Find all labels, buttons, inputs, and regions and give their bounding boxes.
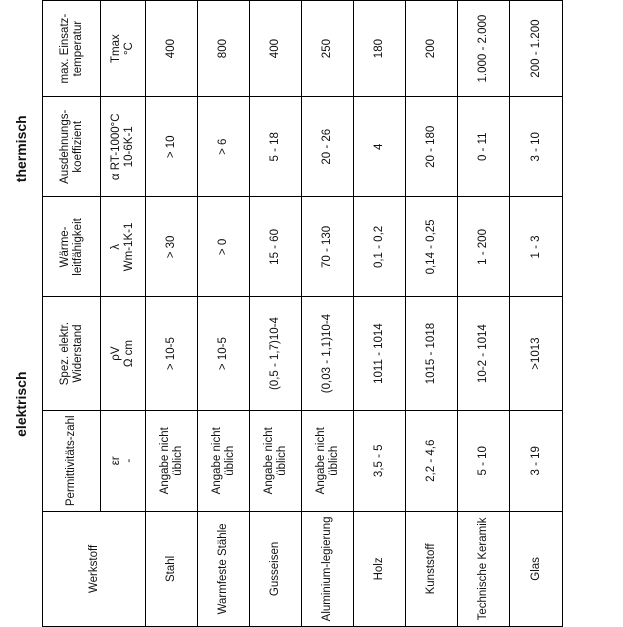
cell-material: Gusseisen xyxy=(250,511,302,626)
cell-expansion: > 6 xyxy=(198,97,250,197)
column-header-row xyxy=(43,1,101,627)
symbol-permittivity-unit: - xyxy=(123,458,135,463)
header-permittivity: Permittivitäts-zahl xyxy=(43,410,101,511)
cell-permittivity: Angabe nicht üblich xyxy=(198,410,250,511)
table-row xyxy=(510,1,563,627)
symbol-conductivity xyxy=(101,197,146,297)
table-row xyxy=(406,1,458,627)
symbol-temperature xyxy=(101,1,146,97)
cell-expansion: 3 - 10 xyxy=(510,97,563,197)
cell-expansion: > 10 xyxy=(146,97,198,197)
cell-conductivity: > 30 xyxy=(146,197,198,297)
symbol-temperature-sym: Tmax xyxy=(110,34,122,63)
cell-permittivity: 3 - 19 xyxy=(510,410,563,511)
cell-resistance: 10-2 - 1014 xyxy=(458,297,510,410)
cell-resistance: 1011 - 1014 xyxy=(354,297,406,410)
cell-material: Stahl xyxy=(146,511,198,626)
header-werkstoff: Werkstoff xyxy=(43,511,146,626)
cell-permittivity: Angabe nicht üblich xyxy=(250,410,302,511)
cell-permittivity: Angabe nicht üblich xyxy=(146,410,198,511)
table-row xyxy=(146,1,198,627)
cell-resistance: > 10-5 xyxy=(198,297,250,410)
cell-temperature: 180 xyxy=(354,1,406,97)
cell-permittivity: 2,2 - 4,6 xyxy=(406,410,458,511)
symbol-conductivity-sym: λ xyxy=(110,244,122,250)
cell-permittivity: 5 - 10 xyxy=(458,410,510,511)
symbol-permittivity-sym: εr xyxy=(110,456,122,466)
cell-temperature: 200 - 1.200 xyxy=(510,1,563,97)
symbol-expansion xyxy=(101,97,146,197)
table-row xyxy=(198,1,250,627)
cell-resistance: > 10-5 xyxy=(146,297,198,410)
cell-expansion: 5 - 18 xyxy=(250,97,302,197)
cell-temperature: 1.000 - 2.000 xyxy=(458,1,510,97)
table-row xyxy=(354,1,406,627)
cell-conductivity: > 0 xyxy=(198,197,250,297)
header-expansion: Ausdehnungs-koeffizient xyxy=(43,97,101,197)
cell-conductivity: 0,14 - 0,25 xyxy=(406,197,458,297)
header-conductivity: Wärme-leitfähigkeit xyxy=(43,197,101,297)
cell-expansion: 20 - 26 xyxy=(302,97,354,197)
cell-expansion: 20 - 180 xyxy=(406,97,458,197)
cell-conductivity: 1 - 3 xyxy=(510,197,563,297)
cell-temperature: 250 xyxy=(302,1,354,97)
cell-material: Glas xyxy=(510,511,563,626)
symbol-temperature-unit: °C xyxy=(123,42,135,56)
header-resistance: Spez. elektr. Widerstand xyxy=(43,297,101,410)
cell-resistance: >1013 xyxy=(510,297,563,410)
cell-conductivity: 70 - 130 xyxy=(302,197,354,297)
table-row xyxy=(250,1,302,627)
cell-conductivity: 1 - 200 xyxy=(458,197,510,297)
cell-resistance: (0,5 - 1,7)10-4 xyxy=(250,297,302,410)
cell-temperature: 200 xyxy=(406,1,458,97)
group-blank xyxy=(0,511,43,626)
table-row xyxy=(458,1,510,627)
table-row xyxy=(302,1,354,627)
cell-conductivity: 15 - 60 xyxy=(250,197,302,297)
cell-permittivity: Angabe nicht üblich xyxy=(302,410,354,511)
cell-temperature: 400 xyxy=(146,1,198,97)
cell-temperature: 800 xyxy=(198,1,250,97)
symbol-resistance-unit: Ω cm xyxy=(123,340,135,368)
cell-material: Warmfeste Stähle xyxy=(198,511,250,626)
symbol-resistance-sym: ρV xyxy=(110,346,122,361)
cell-expansion: 0 - 11 xyxy=(458,97,510,197)
cell-resistance: 1015 - 1018 xyxy=(406,297,458,410)
symbol-expansion-sym: α RT-1000°C xyxy=(110,113,122,181)
symbol-resistance xyxy=(101,297,146,410)
cell-material: Technische Keramik xyxy=(458,511,510,626)
header-temperature: max. Einsatz-temperatur xyxy=(43,1,101,97)
symbol-expansion-unit: 10-6K-1 xyxy=(123,126,135,168)
cell-material: Aluminium-legierung xyxy=(302,511,354,626)
group-thermisch: thermisch xyxy=(12,115,29,183)
cell-expansion: 4 xyxy=(354,97,406,197)
cell-temperature: 400 xyxy=(250,1,302,97)
cell-material: Kunststoff xyxy=(406,511,458,626)
symbol-permittivity xyxy=(101,410,146,511)
cell-resistance: (0,03 - 1,1)10-4 xyxy=(302,297,354,410)
group-elektrisch: elektrisch xyxy=(12,371,29,437)
symbol-conductivity-unit: Wm-1K-1 xyxy=(123,222,135,272)
group-header-row xyxy=(0,1,43,627)
cell-permittivity: 3,5 - 5 xyxy=(354,410,406,511)
cell-material: Holz xyxy=(354,511,406,626)
cell-conductivity: 0,1 - 0,2 xyxy=(354,197,406,297)
